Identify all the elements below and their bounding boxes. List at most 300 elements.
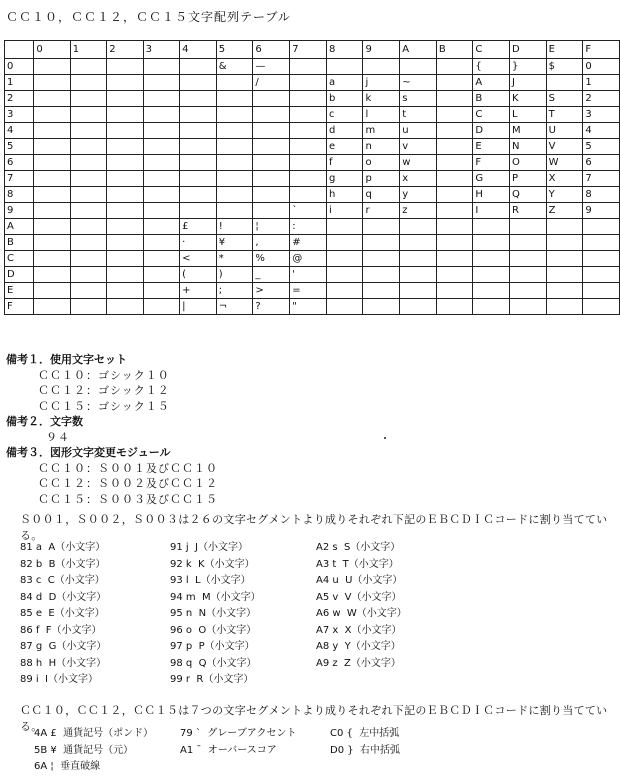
char-cell (290, 75, 327, 91)
char-cell: d (327, 123, 363, 139)
mapping-entry: 94 m M（小文字） (170, 591, 261, 603)
char-cell (363, 219, 400, 235)
note-2-heading: 備考２．文字数 (6, 415, 83, 428)
page-title: ＣＣ１０，ＣＣ１２，ＣＣ１５文字配列テーブル (6, 10, 291, 24)
char-cell (400, 283, 437, 299)
char-cell: z (400, 203, 437, 219)
char-cell (34, 203, 70, 219)
char-cell: m (363, 123, 400, 139)
char-cell (34, 155, 70, 171)
char-cell (70, 91, 106, 107)
mapping-entry: 96 o O（小文字） (170, 624, 257, 636)
char-cell (436, 299, 473, 315)
table-row (5, 187, 620, 203)
note-1-line: ＣＣ１０：ゴシック１０ (38, 368, 170, 382)
row-header: 8 (5, 187, 34, 203)
char-cell (546, 283, 583, 299)
table-row (5, 267, 620, 283)
note-1-heading: 備考１．使用文字セット (6, 353, 127, 366)
char-cell: p (363, 171, 400, 187)
char-cell (436, 155, 473, 171)
column-header: 3 (143, 41, 179, 59)
char-cell (327, 235, 363, 251)
char-cell (143, 267, 179, 283)
char-cell (143, 107, 179, 123)
symbol-column-1 (34, 726, 153, 776)
char-cell (473, 283, 510, 299)
char-cell (253, 155, 290, 171)
char-cell (216, 75, 253, 91)
char-cell (583, 267, 620, 283)
row-header: 0 (5, 59, 34, 75)
mapping-entry: 95 n N（小文字） (170, 608, 257, 619)
char-cell (34, 59, 70, 75)
char-cell (180, 107, 217, 123)
mapping-entry: A3 t T（小文字） (316, 558, 399, 570)
char-cell: 9 (583, 203, 620, 219)
char-cell: — (253, 59, 290, 75)
row-header: 3 (5, 107, 34, 123)
char-cell (143, 155, 179, 171)
char-cell: E (473, 139, 510, 155)
char-cell (180, 155, 217, 171)
char-cell (34, 75, 70, 91)
table-row (5, 283, 620, 299)
char-cell: * (216, 251, 253, 267)
char-cell (583, 219, 620, 235)
row-header: A (5, 219, 34, 235)
mapping-entry: A5 v V（小文字） (316, 591, 402, 603)
char-cell: L (509, 107, 546, 123)
char-cell (70, 251, 106, 267)
char-cell (216, 187, 253, 203)
char-cell: c (327, 107, 363, 123)
mapping-entry: A2 s S（小文字） (316, 542, 401, 553)
char-cell: S (546, 91, 583, 107)
char-cell (473, 219, 510, 235)
char-cell (70, 283, 106, 299)
char-cell: % (253, 251, 290, 267)
char-cell (400, 299, 437, 315)
char-cell (436, 107, 473, 123)
char-cell (253, 123, 290, 139)
char-cell: X (546, 171, 583, 187)
char-cell (107, 219, 143, 235)
char-cell (509, 283, 546, 299)
char-cell (436, 59, 473, 75)
char-cell (143, 59, 179, 75)
char-cell (436, 91, 473, 107)
table-row (5, 251, 620, 267)
char-cell (436, 123, 473, 139)
column-header: 5 (216, 41, 253, 59)
char-cell: | (180, 299, 217, 315)
row-header: B (5, 235, 34, 251)
table-row (5, 299, 620, 315)
char-cell (400, 59, 437, 75)
column-header: 8 (327, 41, 363, 59)
char-cell: : (290, 219, 327, 235)
char-cell: ( (180, 267, 217, 283)
char-cell (180, 59, 217, 75)
char-cell (34, 219, 70, 235)
char-cell (400, 235, 437, 251)
row-header: C (5, 251, 34, 267)
mapping-entry: A6 w W（小文字） (316, 608, 407, 619)
char-cell: G (473, 171, 510, 187)
char-cell: ; (216, 283, 253, 299)
mapping-entry: 84 d D（小文字） (20, 591, 107, 603)
char-cell (546, 267, 583, 283)
row-header: 2 (5, 91, 34, 107)
char-cell (70, 171, 106, 187)
mapping-column-1 (20, 540, 106, 689)
char-cell: · (180, 235, 217, 251)
char-cell (253, 107, 290, 123)
char-cell: I (473, 203, 510, 219)
char-cell: x (400, 171, 437, 187)
mapping-entry: 91 j J（小文字） (170, 542, 248, 553)
char-cell (107, 283, 143, 299)
char-cell (143, 235, 179, 251)
char-cell (34, 251, 70, 267)
char-cell (70, 107, 106, 123)
char-cell (436, 235, 473, 251)
char-cell: ) (216, 267, 253, 283)
char-cell (107, 107, 143, 123)
char-cell (290, 107, 327, 123)
char-cell (107, 59, 143, 75)
char-cell (473, 251, 510, 267)
char-cell: ¦ (253, 219, 290, 235)
char-cell (143, 283, 179, 299)
column-header: B (436, 41, 473, 59)
char-cell (70, 155, 106, 171)
char-cell: Y (546, 187, 583, 203)
char-cell: 0 (583, 59, 620, 75)
char-cell: > (253, 283, 290, 299)
char-cell (107, 187, 143, 203)
char-cell: 2 (583, 91, 620, 107)
char-cell: P (509, 171, 546, 187)
char-cell: £ (180, 219, 217, 235)
mapping-entry: 89 i I（小文字） (20, 674, 98, 685)
char-cell: e (327, 139, 363, 155)
char-cell: j (363, 75, 400, 91)
char-cell (290, 187, 327, 203)
char-cell: _ (253, 267, 290, 283)
char-cell (107, 139, 143, 155)
row-header: 5 (5, 139, 34, 155)
note-3-heading: 備考３．図形文字変更モジュール (6, 446, 171, 459)
char-cell (34, 187, 70, 203)
char-cell (363, 283, 400, 299)
char-cell (290, 171, 327, 187)
column-header: 7 (290, 41, 327, 59)
note-3-line: ＣＣ１０：Ｓ００１及びＣＣ１０ (38, 461, 218, 475)
table-row (5, 219, 620, 235)
char-cell (216, 171, 253, 187)
mapping-entry: 93 l L（小文字） (170, 575, 251, 586)
char-cell: W (546, 155, 583, 171)
char-cell (107, 155, 143, 171)
column-header-row (5, 41, 620, 59)
char-cell: H (473, 187, 510, 203)
char-cell: o (363, 155, 400, 171)
char-cell (400, 267, 437, 283)
char-cell (473, 235, 510, 251)
char-cell: D (473, 123, 510, 139)
char-cell: ! (216, 219, 253, 235)
char-cell (34, 171, 70, 187)
char-cell (107, 267, 143, 283)
char-cell (509, 299, 546, 315)
table-row (5, 235, 620, 251)
char-cell: 8 (583, 187, 620, 203)
char-cell (583, 251, 620, 267)
char-cell (400, 219, 437, 235)
column-header: 9 (363, 41, 400, 59)
char-cell: 3 (583, 107, 620, 123)
char-cell (583, 283, 620, 299)
char-cell: q (363, 187, 400, 203)
char-cell (509, 251, 546, 267)
char-cell (34, 299, 70, 315)
char-cell (107, 203, 143, 219)
char-cell (143, 203, 179, 219)
character-table (4, 40, 620, 315)
char-cell (143, 219, 179, 235)
char-cell (363, 59, 400, 75)
segment-description-1: Ｓ００１，Ｓ００２，Ｓ００３は２６の文字セグメントより成りそれぞれ下記のＥＢＣＤＩＣコードに割り当てている。 (20, 513, 608, 542)
scan-speck (384, 437, 386, 439)
char-cell: K (509, 91, 546, 107)
symbol-column-3 (330, 726, 400, 759)
char-cell (70, 139, 106, 155)
char-cell: g (327, 171, 363, 187)
char-cell: k (363, 91, 400, 107)
char-cell (143, 187, 179, 203)
char-cell: & (216, 59, 253, 75)
char-cell (327, 251, 363, 267)
table-row (5, 155, 620, 171)
table-row (5, 75, 620, 91)
char-cell (143, 299, 179, 315)
char-cell (34, 123, 70, 139)
char-cell: n (363, 139, 400, 155)
char-cell: @ (290, 251, 327, 267)
char-cell (436, 251, 473, 267)
mapping-entry: 81 a A（小文字） (20, 542, 106, 553)
char-cell (70, 219, 106, 235)
char-cell: 4 (583, 123, 620, 139)
char-cell (70, 123, 106, 139)
char-cell (180, 203, 217, 219)
char-cell: T (546, 107, 583, 123)
mapping-entry: 87 g G（小文字） (20, 641, 107, 652)
char-cell: A (473, 75, 510, 91)
char-cell (180, 123, 217, 139)
char-cell: , (253, 235, 290, 251)
note-3-line: ＣＣ１２：Ｓ００２及びＣＣ１２ (38, 477, 218, 490)
column-header: 4 (180, 41, 217, 59)
char-cell: b (327, 91, 363, 107)
char-cell (436, 267, 473, 283)
table-row (5, 91, 620, 107)
char-cell (327, 59, 363, 75)
char-cell (363, 299, 400, 315)
char-cell (327, 283, 363, 299)
char-cell: + (180, 283, 217, 299)
char-cell: U (546, 123, 583, 139)
char-cell (546, 219, 583, 235)
column-header: A (400, 41, 437, 59)
char-cell: 5 (583, 139, 620, 155)
char-cell: ¥ (216, 235, 253, 251)
corner-cell (5, 41, 34, 59)
mapping-entry: 98 q Q（小文字） (170, 657, 257, 669)
mapping-entry: A9 z Z（小文字） (316, 657, 401, 669)
char-cell (546, 299, 583, 315)
char-cell (546, 251, 583, 267)
char-cell (34, 91, 70, 107)
char-cell: i (327, 203, 363, 219)
char-cell (107, 235, 143, 251)
char-cell: O (509, 155, 546, 171)
mapping-entry: A8 y Y（小文字） (316, 641, 401, 652)
char-cell (107, 251, 143, 267)
char-cell (70, 203, 106, 219)
char-cell (143, 75, 179, 91)
symbol-entry: 4A £ 通貨記号（ポンド） (34, 728, 154, 739)
char-cell: = (290, 283, 327, 299)
column-header: F (583, 41, 620, 59)
char-cell (180, 187, 217, 203)
row-header: 1 (5, 75, 34, 91)
char-cell (363, 267, 400, 283)
char-cell (290, 59, 327, 75)
char-cell (34, 283, 70, 299)
char-cell: u (400, 123, 437, 139)
char-cell: ' (290, 267, 327, 283)
char-cell: l (363, 107, 400, 123)
char-cell: 1 (583, 75, 620, 91)
char-cell (216, 203, 253, 219)
char-cell: " (290, 299, 327, 315)
char-cell (290, 123, 327, 139)
table-row (5, 171, 620, 187)
char-cell (436, 171, 473, 187)
column-header: E (546, 41, 583, 59)
symbol-entry: 6A ¦ 垂直破線 (34, 761, 101, 772)
char-cell (107, 299, 143, 315)
char-cell (546, 75, 583, 91)
char-cell: v (400, 139, 437, 155)
row-header: 9 (5, 203, 34, 219)
char-cell: t (400, 107, 437, 123)
symbol-entry: C0 { 左中括弧 (330, 728, 400, 739)
char-cell (180, 171, 217, 187)
segment-description-2: ＣＣ１０，ＣＣ１２，ＣＣ１５は７つの文字セグメントより成りそれぞれ下記のＥＢＣＤＩＣコードに割り当てている。 (20, 704, 608, 733)
char-cell (436, 219, 473, 235)
char-cell (327, 267, 363, 283)
mapping-entry: 83 c C（小文字） (20, 575, 105, 586)
char-cell: a (327, 75, 363, 91)
char-cell (363, 251, 400, 267)
char-cell (290, 139, 327, 155)
char-cell: Q (509, 187, 546, 203)
column-header: D (509, 41, 546, 59)
char-cell: s (400, 91, 437, 107)
table-row (5, 123, 620, 139)
mapping-entry: 82 b B（小文字） (20, 558, 106, 570)
char-cell (107, 91, 143, 107)
mapping-entry: A4 u U（小文字） (316, 575, 403, 586)
char-cell (216, 155, 253, 171)
char-cell (216, 139, 253, 155)
row-header: F (5, 299, 34, 315)
table-row (5, 59, 620, 75)
char-cell: ? (253, 299, 290, 315)
char-cell: 7 (583, 171, 620, 187)
char-cell: $ (546, 59, 583, 75)
char-cell (327, 219, 363, 235)
char-cell: Z (546, 203, 583, 219)
note-3-line: ＣＣ１５：Ｓ００３及びＣＣ１５ (38, 492, 218, 506)
char-cell (70, 75, 106, 91)
symbol-entry: 79 ` グレーブアクセント (180, 728, 297, 739)
char-cell (253, 187, 290, 203)
char-cell (546, 235, 583, 251)
char-cell: } (509, 59, 546, 75)
char-cell (290, 155, 327, 171)
symbol-column-2 (180, 726, 296, 759)
table-row (5, 107, 620, 123)
char-cell: / (253, 75, 290, 91)
row-header: 4 (5, 123, 34, 139)
char-cell: ¬ (216, 299, 253, 315)
char-cell (70, 187, 106, 203)
mapping-entry: 85 e E（小文字） (20, 608, 105, 619)
char-cell (436, 283, 473, 299)
char-cell (34, 235, 70, 251)
char-cell: N (509, 139, 546, 155)
char-cell (180, 139, 217, 155)
char-cell (143, 171, 179, 187)
char-cell (290, 91, 327, 107)
char-cell (400, 251, 437, 267)
row-header: 6 (5, 155, 34, 171)
char-cell (473, 267, 510, 283)
note-1-line: ＣＣ１２：ゴシック１２ (38, 384, 170, 397)
char-cell: J (509, 75, 546, 91)
symbol-entry: A1 ¯ オーバースコア (180, 744, 277, 756)
char-cell (509, 267, 546, 283)
char-cell (436, 75, 473, 91)
char-cell (180, 75, 217, 91)
char-cell (143, 139, 179, 155)
char-cell: C (473, 107, 510, 123)
char-cell (70, 267, 106, 283)
char-cell: R (509, 203, 546, 219)
char-cell: M (509, 123, 546, 139)
column-header: 0 (34, 41, 70, 59)
mapping-column-3 (316, 540, 407, 672)
column-header: 6 (253, 41, 290, 59)
column-header: 1 (70, 41, 106, 59)
char-cell (583, 235, 620, 251)
char-cell: h (327, 187, 363, 203)
